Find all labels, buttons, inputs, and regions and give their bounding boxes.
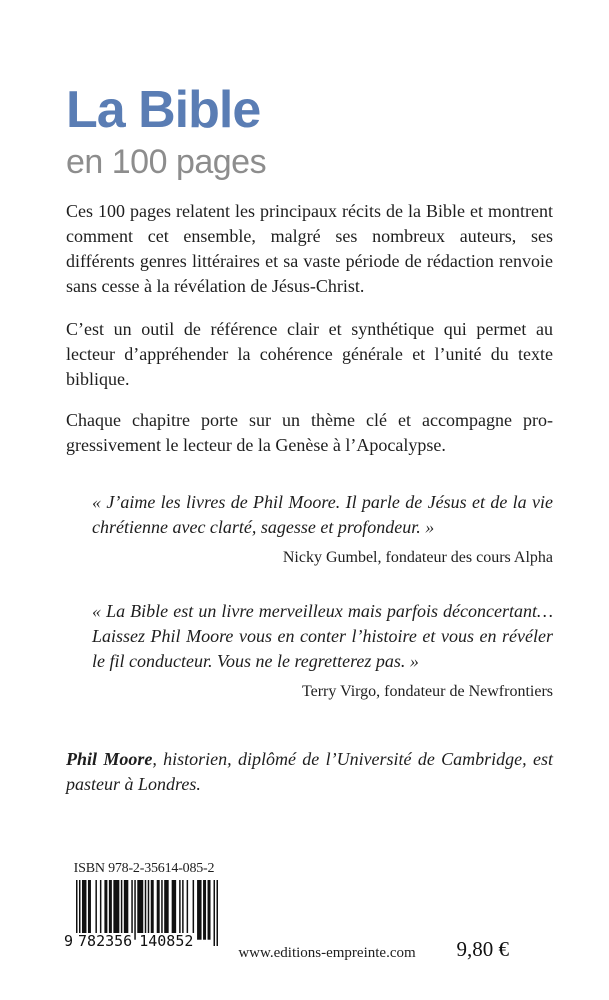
barcode-digits: [64, 933, 224, 950]
description-paragraph-3: Chaque chapitre porte sur un thème clé et accompagne progressivement le lecteur de la Genèse à l’Apocalypse.: [66, 410, 553, 455]
isbn-label: ISBN 978-2-35614-085-2: [73, 861, 215, 876]
isbn-block: [64, 860, 224, 950]
author-bio: [66, 747, 553, 797]
page-subtitle: en 100 pages: [66, 143, 267, 181]
barcode-digit-group-2: 140852: [139, 932, 194, 950]
endorsement-quote-2: [66, 599, 553, 702]
quote-text: « J’aime les livres de Phil Moore. Il parle de Jésus et de la vie chrétienne avec clarté, sagesse et profondeur. »: [92, 492, 553, 537]
price: 9,80 €: [456, 937, 509, 961]
author-bio-text: , historien, diplômé de l’Université de Cambridge, est pasteur à Londres.: [66, 749, 553, 794]
barcode-digit-first: 9: [64, 932, 74, 950]
page-title: La Bible: [66, 81, 261, 139]
barcode-digit-group-1: 782356: [78, 932, 133, 950]
barcode: [64, 880, 224, 950]
author-name: Phil Moore: [66, 749, 153, 769]
publisher-website: www.editions-empreinte.com: [238, 945, 416, 961]
description-paragraph-1: Ces 100 pages relatent les principaux récits de la Bible et montrent comment cet ensemble, malgré ses nombreux auteurs, ses différents genres littéraires et sa vaste période de rédaction renvoie sans cesse à la révélation de Jésus-Christ.: [66, 201, 553, 296]
content-column: [66, 81, 553, 797]
quote-attribution: Terry Virgo, fondateur de Newfrontiers: [301, 683, 553, 700]
quote-text: « La Bible est un livre merveilleux mais parfois déconcertant… Laissez Phil Moore vous en conter l’histoire et vous en révéler le fil conducteur. Vous ne le regretterez pas. »: [92, 601, 553, 671]
endorsement-quote-1: [66, 490, 553, 568]
quote-attribution: Nicky Gumbel, fondateur des cours Alpha: [282, 549, 553, 566]
description-paragraph-2: C’est un outil de référence clair et synthétique qui permet au lecteur d’appréhender la cohérence générale et l’unité du texte biblique.: [66, 319, 553, 389]
